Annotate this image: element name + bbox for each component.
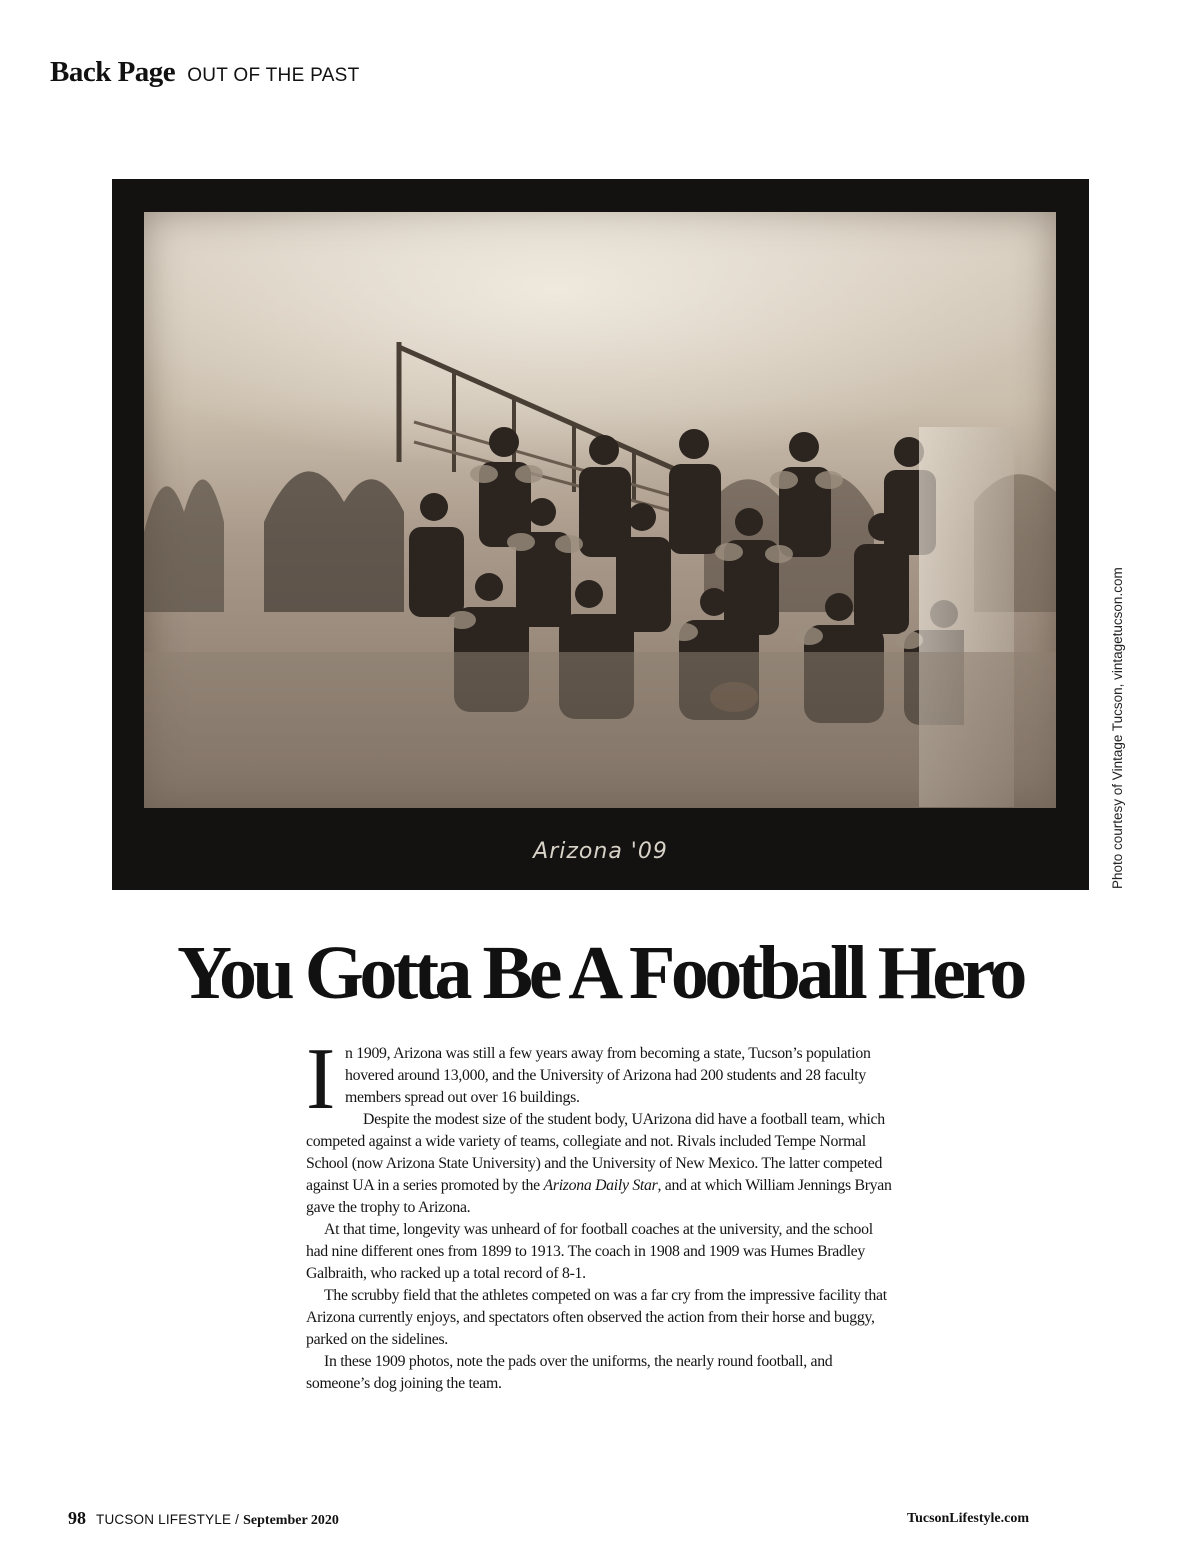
publication-name: TUCSON LIFESTYLE / (96, 1512, 240, 1527)
photo-credit: Photo courtesy of Vintage Tucson, vintagetucson.com (1110, 567, 1125, 889)
section-subtitle: OUT OF THE PAST (187, 65, 360, 86)
article-paragraph: At that time, longevity was unheard of for football coaches at the university, and the school had nine different ones from 1899 to 1913. The coach in 1908 and 1909 was Humes Bradley Galbraith, who racked up a total record of 8-1. (306, 1221, 873, 1282)
article-paragraph: Despite the modest size of the student body, UArizona did have a football team, which competed against a wide variety of teams, collegiate and not. Rivals included Tempe Normal School (now Arizona State University) and the University of New Mexico. The latter competed against UA in a series promoted by the Arizona Daily Star, and at which William Jennings Bryan gave the trophy to Arizona. (306, 1111, 892, 1216)
drop-cap: I (306, 1031, 336, 1128)
website-url: TucsonLifestyle.com (907, 1511, 1029, 1526)
photo-ground (144, 652, 1056, 808)
footer-folio (68, 1508, 339, 1529)
article-paragraph: The scrubby field that the athletes competed on was a far cry from the impressive facility that Arizona currently enjoys, and spectators often observed the action from their horse and buggy, parked on the sidelines. (306, 1287, 887, 1348)
article-paragraph: In these 1909 photos, note the pads over the uniforms, the nearly round football, and someone’s dog joining the team. (306, 1353, 833, 1392)
photo-print (144, 212, 1056, 808)
photo-caption: Arizona '09 (533, 839, 668, 864)
section-header (50, 56, 360, 89)
section-name: Back Page (50, 56, 176, 88)
publication-title: Arizona Daily Star (543, 1177, 658, 1194)
page-number: 98 (68, 1508, 86, 1528)
team-photo (112, 179, 1089, 890)
article-paragraph: In 1909, Arizona was still a few years away from becoming a state, Tucson’s population hovered around 13,000, and the University of Arizona had 200 students and 28 faculty members spread out over 16 buildings. (306, 1031, 871, 1128)
issue-date: September 2020 (243, 1513, 339, 1528)
headline: You Gotta Be A Football Hero (177, 931, 1023, 1015)
article-body (306, 1031, 896, 1395)
